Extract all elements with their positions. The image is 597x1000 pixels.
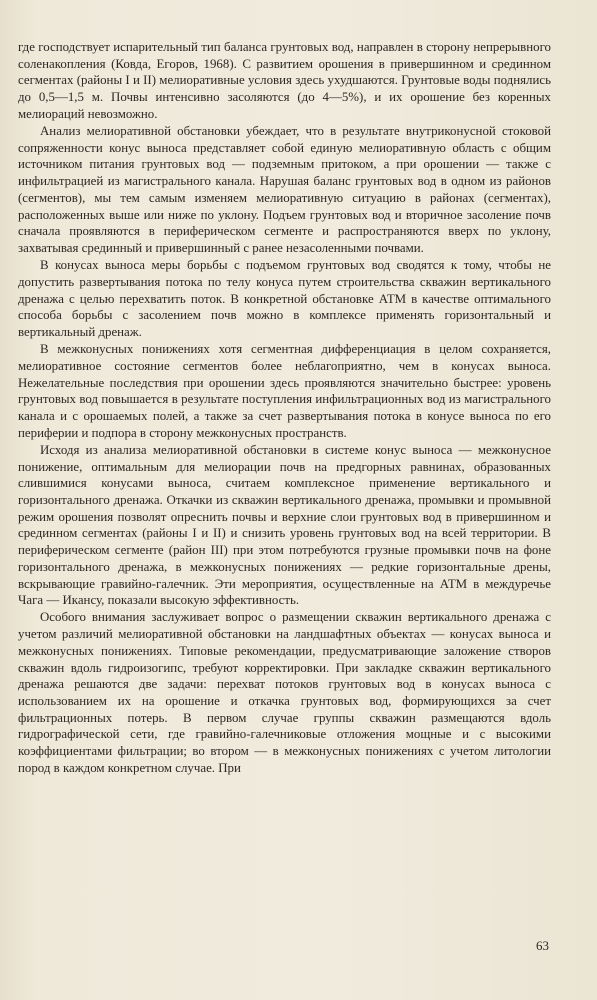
page-body bbox=[18, 39, 551, 776]
paragraph-2: Анализ мелиоративной обстановки убеждает, что в результате внутриконусной стоковой сопряженности конус выноса представляет собой единую мелиоративную область с общим источником питания грунтовых вод — подземным притоком, а при орошении — также с инфильтрацией из магистрального канала. Нарушая баланс грунтовых вод в одном из районов (сегментов), мы тем самым изменяем мелиоративную ситуацию в районах (сегментах), расположенных выше или ниже по уклону. Подъем грунтовых вод и вторичное засоление почв сначала проявляются в периферическом сегменте и распространяются вверх по уклону, захватывая срединный и привершинный с ранее незасоленными почвами. bbox=[18, 124, 551, 255]
paragraph-5: Исходя из анализа мелиоративной обстановки в системе конус выноса — межконусное понижение, оптимальным для мелиорации почв на предгорных равнинах, образованных слившимися конусами выноса, считаем комплексное применение вертикального и горизонтального дренажа. Откачки из скважин вертикального дренажа, промывки и промывной режим орошения позволят опреснить почвы и верхние слои грунтовых вод в привершинном и срединном сегментах (районы I и II) и снизить уровень грунтовых вод на всей территории. В периферическом сегменте (район III) при этом потребуются грузные промывки почв на фоне горизонтального дренажа, в межконусных понижениях — редкие горизонтальные дрены, вскрывающие гравийно-галечник. Эти мероприятия, осуществленные на АТМ в междуречье Чага — Икансу, показали высокую эффективность. bbox=[18, 442, 551, 608]
page-number: 63 bbox=[536, 938, 549, 953]
paragraph-6: Особого внимания заслуживает вопрос о размещении скважин вертикального дренажа с учетом различий мелиоративной обстановки на ландшафтных объектах — конусах выноса и межконусных понижениях. Типовые рекомендации, предусматривающие заложение створов скважин вдоль гидроизогипс, требуют корректировки. При закладке скважин вертикального дренажа решаются две задачи: перехват потоков грунтовых вод в конусах выноса с использованием их на орошение и откачка грунтовых вод, формирующихся за счет фильтрационных потерь. В первом случае группы скважин размещаются вдоль гидрографической сети, где гравийно-галечниковые отложения мощные и с высокими коэффициентами фильтрации; во втором — в межконусных понижениях с учетом литологии пород в каждом конкретном случае. При bbox=[18, 610, 551, 775]
paragraph-3: В конусах выноса меры борьбы с подъемом грунтовых вод сводятся к тому, чтобы не допустить развертывания потока по телу конуса путем строительства скважин вертикального дренажа с целью перехватить поток. В конкретной обстановке АТМ в качестве оптимального способа борьбы с засолением почв можно в комплексе применять горизонтальный и вертикальный дренаж. bbox=[18, 258, 551, 339]
paragraph-4: В межконусных понижениях хотя сегментная дифференциация в целом сохраняется, мелиоративное состояние сегментов более неблагоприятно, чем в конусах выноса. Нежелательные последствия при орошении здесь проявляются значительно быстрее: уровень грунтовых вод повышается в результате поступления инфильтрационных вод из магистрального канала и с орошаемых полей, а также за счет развертывания потока в конусе выноса по его периферии и подпора в сторону межконусных пространств. bbox=[18, 342, 551, 440]
paragraph-1: где господствует испарительный тип баланса грунтовых вод, направлен в сторону непрерывного соленакопления (Ковда, Егоров, 1968). С развитием орошения в привершинном и срединном сегментах (районы I и II) мелиоративные условия здесь ухудшаются. Грунтовые воды поднялись до 0,5—1,5 м. Почвы интенсивно засоляются (до 4—5%), и их орошение без коренных мелиораций невозможно. bbox=[18, 40, 551, 121]
